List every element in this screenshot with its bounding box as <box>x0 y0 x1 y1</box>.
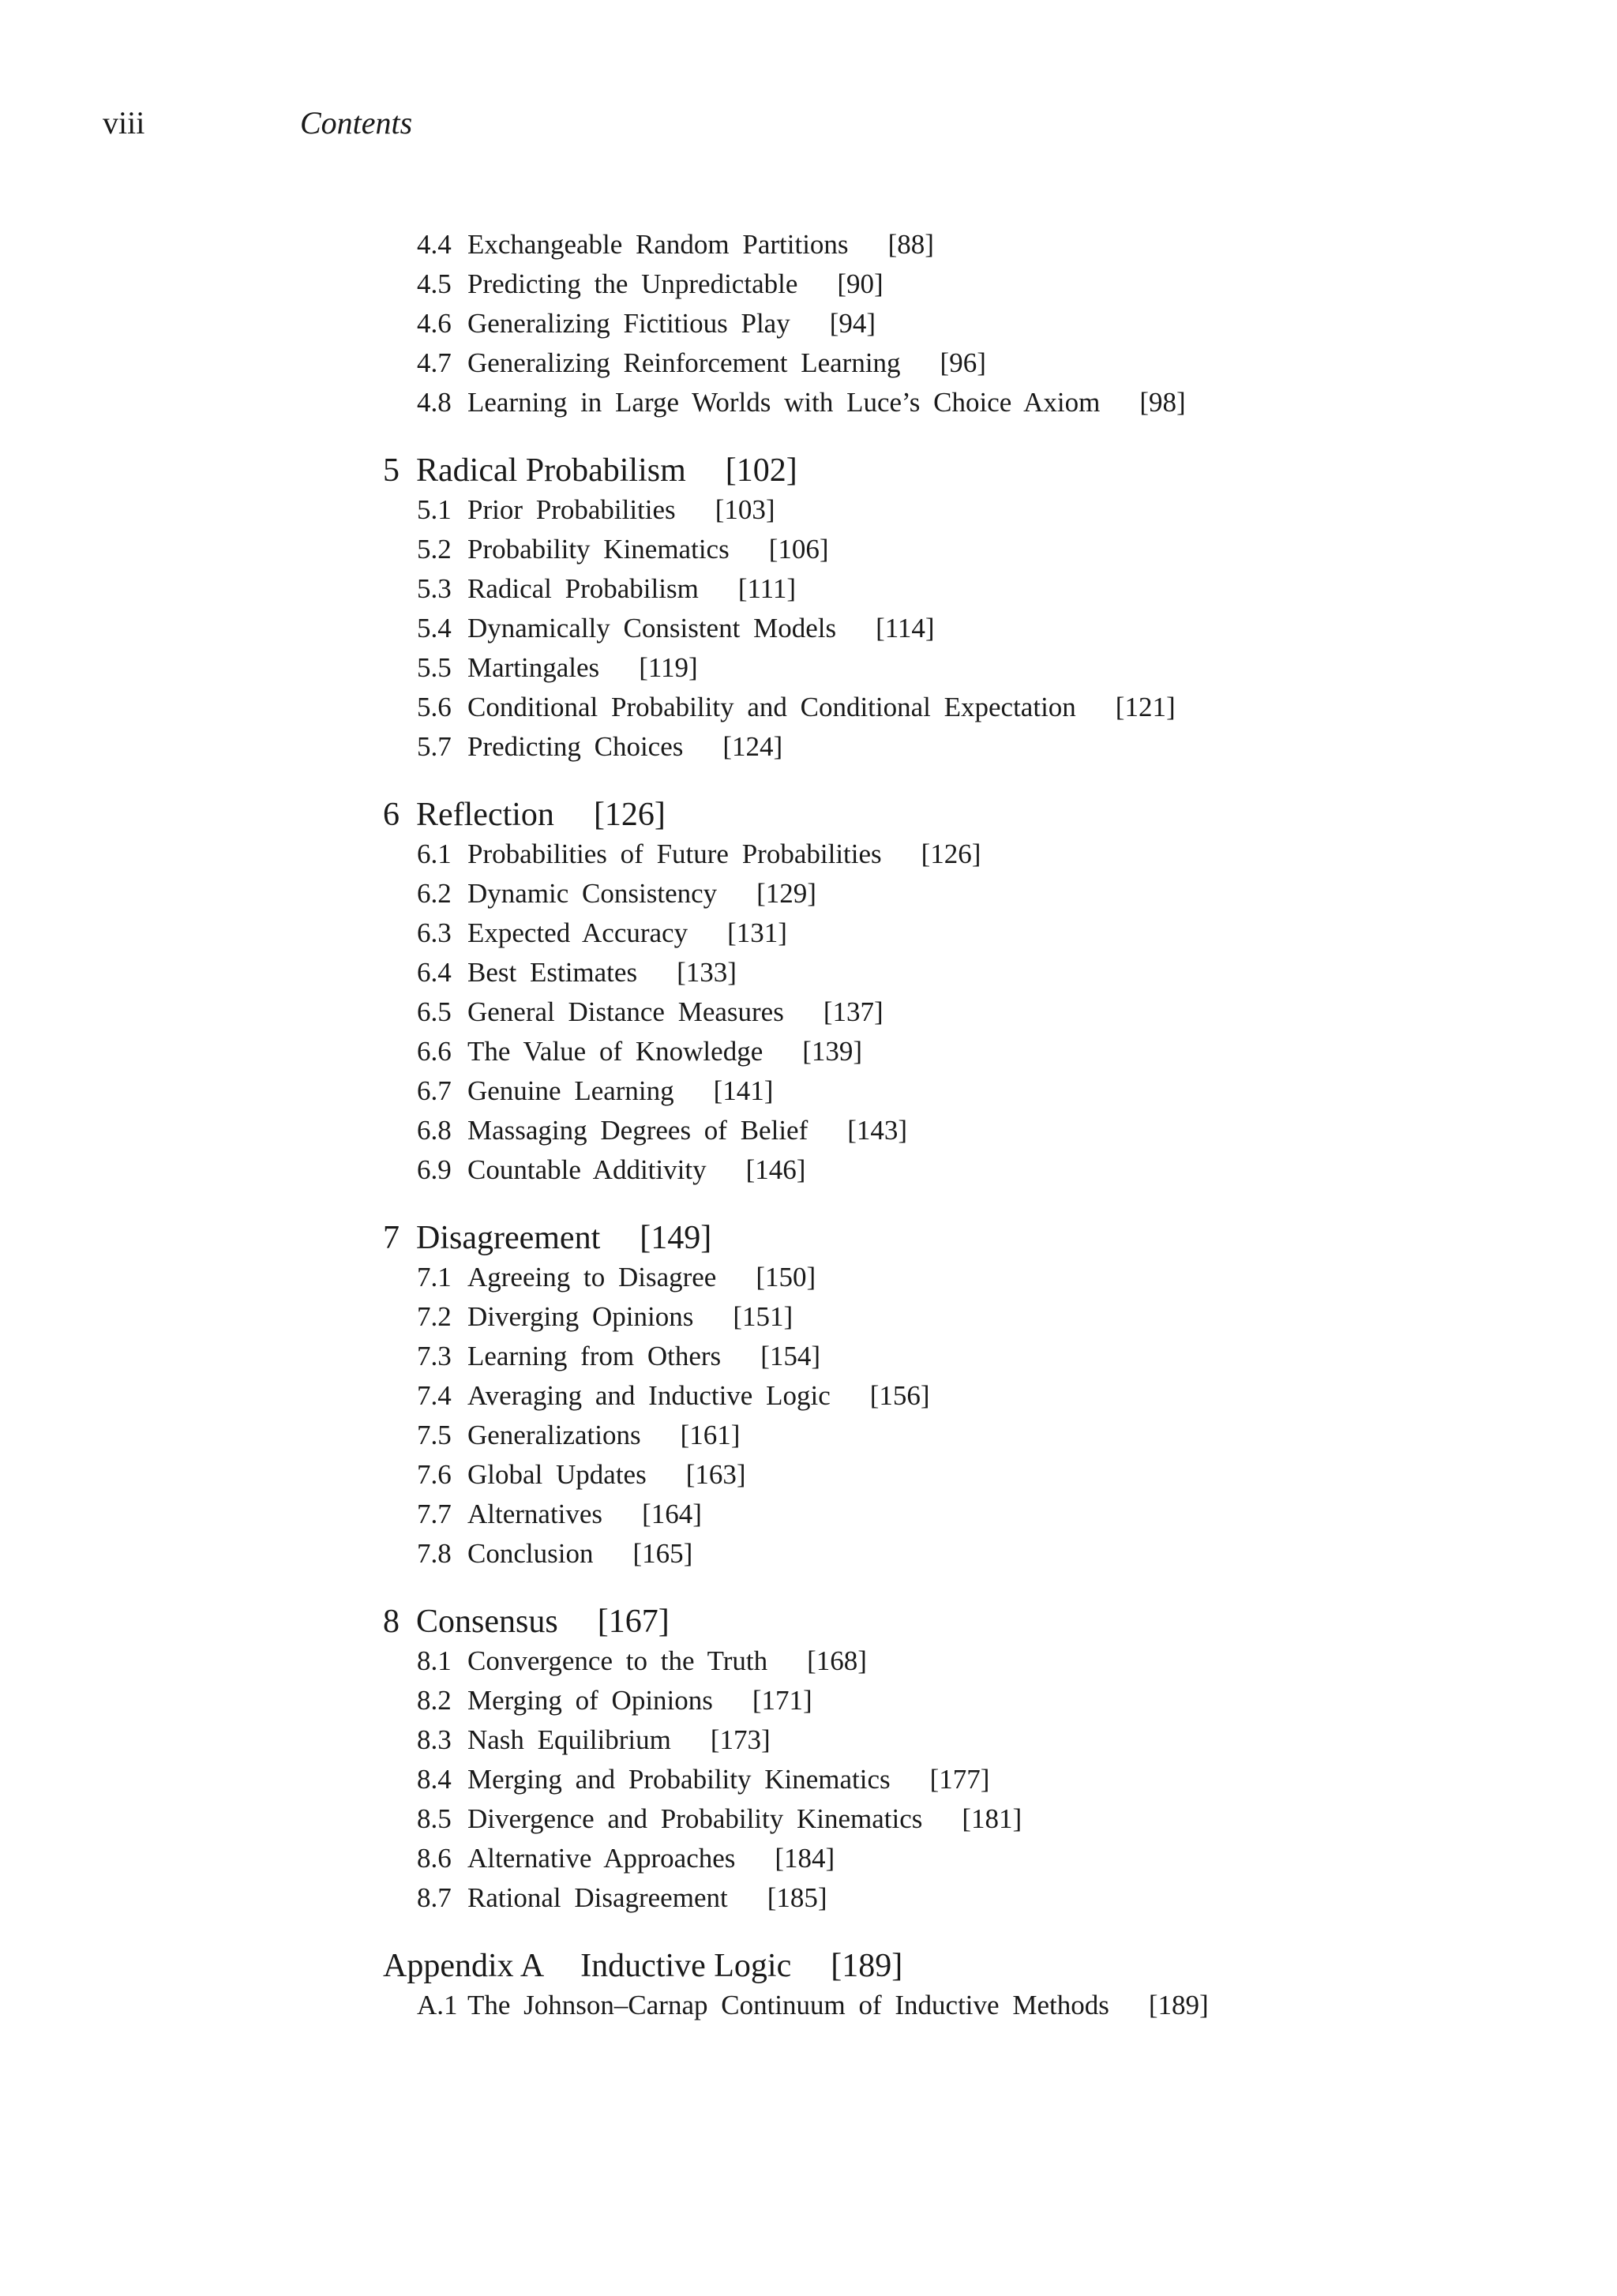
section-title: Learning in Large Worlds with Luce’s Choice Axiom <box>467 387 1101 418</box>
section-page-number: [137] <box>823 996 884 1027</box>
chapter-page-number: [126] <box>593 797 666 833</box>
section-page-number: [165] <box>632 1538 693 1569</box>
section-title: Probability Kinematics <box>467 534 730 565</box>
section-number: 5.6 <box>417 692 452 722</box>
section-page-number: [114] <box>876 613 935 643</box>
section-entry <box>383 1986 1567 2025</box>
section-page-number: [90] <box>837 268 884 299</box>
section-title: Rational Disagreement <box>467 1882 728 1913</box>
section-page-number: [88] <box>887 229 934 260</box>
section-title: The Johnson–Carnap Continuum of Inductive Methods <box>467 1990 1109 2020</box>
section-number: 7.5 <box>417 1420 452 1450</box>
chapter-title: Disagreement <box>416 1220 601 1256</box>
section-page-number: [126] <box>921 838 981 869</box>
section-page-number: [103] <box>715 494 775 525</box>
section-entry <box>383 1839 1567 1878</box>
chapter-block <box>383 1946 1567 2025</box>
chapter-title: Consensus <box>416 1604 558 1640</box>
section-page-number: [163] <box>685 1459 746 1490</box>
continued-section-block <box>383 225 1567 422</box>
section-number: 6.8 <box>417 1115 452 1146</box>
section-number: 7.4 <box>417 1380 452 1411</box>
section-page-number: [98] <box>1139 387 1186 418</box>
chapter-page-number: [149] <box>640 1220 712 1256</box>
section-number: 7.8 <box>417 1538 452 1569</box>
chapter-entry <box>383 1602 1567 1641</box>
section-title: Global Updates <box>467 1459 647 1490</box>
section-entry <box>383 1376 1567 1416</box>
section-entry <box>383 530 1567 569</box>
section-title: Genuine Learning <box>467 1075 674 1106</box>
section-title: Conclusion <box>467 1538 594 1569</box>
section-title: The Value of Knowledge <box>467 1036 763 1067</box>
section-title: Divergence and Probability Kinematics <box>467 1803 923 1834</box>
section-entry <box>383 1071 1567 1111</box>
section-number: 6.7 <box>417 1075 452 1106</box>
section-title: Averaging and Inductive Logic <box>467 1380 831 1411</box>
section-page-number: [131] <box>727 917 787 948</box>
section-number: 5.2 <box>417 534 452 565</box>
section-number: 4.5 <box>417 268 452 299</box>
section-number: 7.1 <box>417 1262 452 1292</box>
section-page-number: [96] <box>940 347 986 378</box>
section-entry <box>383 1455 1567 1495</box>
section-entry <box>383 609 1567 648</box>
chapter-entry <box>383 451 1567 490</box>
section-page-number: [168] <box>807 1645 867 1676</box>
section-page-number: [189] <box>1148 1990 1209 2020</box>
section-title: Merging and Probability Kinematics <box>467 1764 891 1795</box>
table-of-contents <box>383 225 1567 2025</box>
section-page-number: [171] <box>752 1685 812 1716</box>
chapter-page-number: [167] <box>597 1604 670 1640</box>
section-page-number: [161] <box>680 1420 741 1450</box>
section-title: Best Estimates <box>467 957 638 988</box>
section-page-number: [121] <box>1115 692 1176 722</box>
section-page-number: [185] <box>767 1882 827 1913</box>
section-number: A.1 <box>417 1990 458 2020</box>
section-page-number: [177] <box>929 1764 990 1795</box>
chapter-entry <box>383 1946 1567 1986</box>
section-title: Probabilities of Future Probabilities <box>467 838 882 869</box>
section-title: Radical Probabilism <box>467 573 699 604</box>
section-entry <box>383 343 1567 383</box>
section-title: Agreeing to Disagree <box>467 1262 717 1292</box>
section-title: Dynamically Consistent Models <box>467 613 837 643</box>
section-entry <box>383 1799 1567 1839</box>
section-title: General Distance Measures <box>467 996 784 1027</box>
section-number: 6.6 <box>417 1036 452 1067</box>
chapter-block <box>383 795 1567 1190</box>
section-page-number: [141] <box>713 1075 774 1106</box>
section-title: Generalizing Fictitious Play <box>467 308 790 339</box>
section-number: 6.2 <box>417 878 452 909</box>
section-title: Expected Accuracy <box>467 917 688 948</box>
section-entry <box>383 1495 1567 1534</box>
section-entry <box>383 1337 1567 1376</box>
section-entry <box>383 1111 1567 1150</box>
section-number: 5.3 <box>417 573 452 604</box>
section-title: Merging of Opinions <box>467 1685 713 1716</box>
section-entry <box>383 1416 1567 1455</box>
section-page-number: [119] <box>639 652 698 683</box>
section-entry <box>383 1720 1567 1760</box>
section-number: 7.7 <box>417 1499 452 1529</box>
section-number: 8.3 <box>417 1724 452 1755</box>
section-title: Alternatives <box>467 1499 603 1529</box>
section-page-number: [151] <box>733 1301 793 1332</box>
section-entry <box>383 727 1567 767</box>
chapter-number: 8 <box>383 1604 400 1640</box>
section-page-number: [150] <box>756 1262 816 1292</box>
section-title: Diverging Opinions <box>467 1301 694 1332</box>
chapter-block <box>383 1602 1567 1918</box>
section-number: 5.4 <box>417 613 452 643</box>
chapter-title: Reflection <box>416 797 554 833</box>
section-number: 5.5 <box>417 652 452 683</box>
section-title: Prior Probabilities <box>467 494 676 525</box>
section-number: 6.9 <box>417 1154 452 1185</box>
chapter-page-number: [102] <box>725 452 797 489</box>
section-page-number: [156] <box>869 1380 930 1411</box>
section-page-number: [106] <box>768 534 829 565</box>
section-entry <box>383 914 1567 953</box>
section-page-number: [181] <box>962 1803 1022 1834</box>
section-number: 8.4 <box>417 1764 452 1795</box>
section-entry <box>383 1258 1567 1297</box>
section-number: 5.1 <box>417 494 452 525</box>
chapter-number: 5 <box>383 452 400 489</box>
chapter-block <box>383 1218 1567 1574</box>
section-entry <box>383 874 1567 914</box>
section-number: 6.4 <box>417 957 452 988</box>
section-title: Generalizing Reinforcement Learning <box>467 347 901 378</box>
section-page-number: [146] <box>745 1154 806 1185</box>
chapter-number: 7 <box>383 1220 400 1256</box>
section-title: Conditional Probability and Conditional Expectation <box>467 692 1076 722</box>
section-page-number: [173] <box>710 1724 771 1755</box>
section-number: 6.1 <box>417 838 452 869</box>
section-entry <box>383 383 1567 422</box>
section-number: 4.7 <box>417 347 452 378</box>
section-page-number: [124] <box>722 731 783 762</box>
chapter-number: Appendix A <box>383 1948 545 1984</box>
chapter-page-number: [189] <box>831 1948 903 1984</box>
section-page-number: [164] <box>642 1499 702 1529</box>
section-number: 8.6 <box>417 1843 452 1874</box>
section-number: 8.2 <box>417 1685 452 1716</box>
section-title: Alternative Approaches <box>467 1843 736 1874</box>
section-number: 7.6 <box>417 1459 452 1490</box>
section-title: Learning from Others <box>467 1341 722 1371</box>
section-title: Nash Equilibrium <box>467 1724 671 1755</box>
section-entry <box>383 688 1567 727</box>
section-entry <box>383 953 1567 992</box>
section-title: Exchangeable Random Partitions <box>467 229 849 260</box>
chapter-title: Radical Probabilism <box>416 452 686 489</box>
section-number: 8.7 <box>417 1882 452 1913</box>
section-entry <box>383 1534 1567 1574</box>
section-entry <box>383 1681 1567 1720</box>
section-number: 7.2 <box>417 1301 452 1332</box>
section-entry <box>383 992 1567 1032</box>
section-number: 6.3 <box>417 917 452 948</box>
chapter-entry <box>383 1218 1567 1258</box>
section-entry <box>383 569 1567 609</box>
section-title: Predicting the Unpredictable <box>467 268 798 299</box>
section-number: 4.4 <box>417 229 452 260</box>
section-entry <box>383 1641 1567 1681</box>
section-page-number: [133] <box>677 957 737 988</box>
section-entry <box>383 1760 1567 1799</box>
chapter-title: Inductive Logic <box>580 1948 792 1984</box>
section-title: Massaging Degrees of Belief <box>467 1115 808 1146</box>
section-entry <box>383 1150 1567 1190</box>
section-title: Predicting Choices <box>467 731 684 762</box>
section-title: Countable Additivity <box>467 1154 707 1185</box>
section-number: 8.5 <box>417 1803 452 1834</box>
section-entry <box>383 1032 1567 1071</box>
section-number: 5.7 <box>417 731 452 762</box>
chapter-number: 6 <box>383 797 400 833</box>
section-entry <box>383 648 1567 688</box>
section-entry <box>383 304 1567 343</box>
section-page-number: [139] <box>802 1036 863 1067</box>
running-head <box>103 104 412 142</box>
section-title: Martingales <box>467 652 600 683</box>
section-number: 7.3 <box>417 1341 452 1371</box>
page-number: viii <box>103 105 145 141</box>
section-entry <box>383 1297 1567 1337</box>
section-number: 4.6 <box>417 308 452 339</box>
chapter-block <box>383 451 1567 767</box>
section-page-number: [94] <box>829 308 876 339</box>
section-entry <box>383 1878 1567 1918</box>
section-title: Generalizations <box>467 1420 641 1450</box>
section-title: Convergence to the Truth <box>467 1645 768 1676</box>
chapter-entry <box>383 795 1567 835</box>
section-entry <box>383 225 1567 264</box>
section-entry <box>383 490 1567 530</box>
section-number: 8.1 <box>417 1645 452 1676</box>
section-entry <box>383 835 1567 874</box>
section-page-number: [154] <box>760 1341 820 1371</box>
section-entry <box>383 264 1567 304</box>
section-number: 4.8 <box>417 387 452 418</box>
section-page-number: [129] <box>756 878 816 909</box>
section-page-number: [111] <box>737 573 797 604</box>
section-title: Dynamic Consistency <box>467 878 718 909</box>
section-number: 6.5 <box>417 996 452 1027</box>
section-page-number: [184] <box>775 1843 835 1874</box>
running-head-title: Contents <box>300 105 413 141</box>
section-page-number: [143] <box>847 1115 908 1146</box>
